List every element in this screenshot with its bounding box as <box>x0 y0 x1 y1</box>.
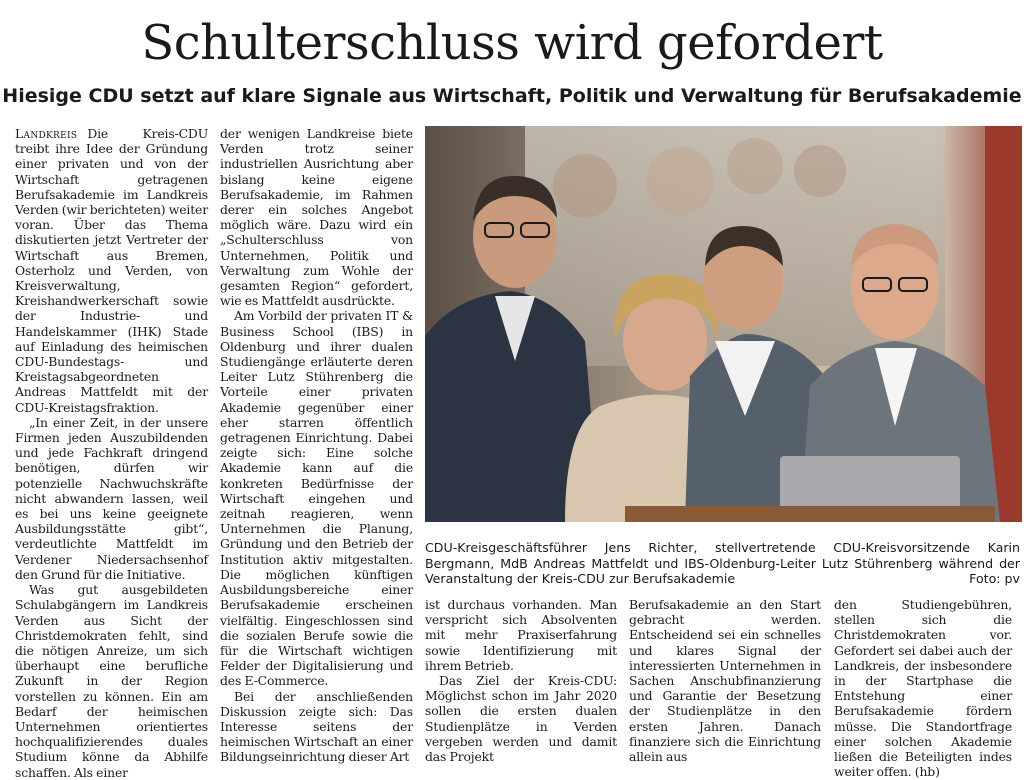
dateline: Landkreis <box>15 126 78 141</box>
headline: Schulterschluss wird gefordert <box>141 15 883 71</box>
article-column-4 <box>629 597 821 764</box>
paragraph: Berufsakademie an den Start gebracht werden. Entscheidend sei ein schnelles und klares Signal der interessierten Unternehmen in Sachen Anschubfinanzierung und Garantie der Besetzung der Studienplätze in den ersten Jahren. Danach finanziere sich die Einrichtung allein aus <box>629 597 821 765</box>
photo-illustration <box>425 126 1022 522</box>
photo-credit: Foto: pv <box>969 571 1020 586</box>
paragraph: Bei der anschließenden Diskussion zeigte sich: Das Interesse seitens der heimischen Wirtschaft an einer Bildungseinrichtung dieser Art <box>220 688 413 765</box>
paragraph: Landkreis Die Kreis-CDU treibt ihre Idee der Gründung einer privaten und von der Wirtschaft getragenen Berufsakademie im Landkreis Verden (wir berichteten) weiter voran. Über das Thema diskutierten jetzt Vertreter der Wirtschaft aus Bremen, Osterholz und Verden, von Kreisverwaltung, Kreishandwerkerschaft sowie der Industrie- und Handelskammer (IHK) Stade auf Einladung des heimischen CDU-Bundestags- und Kreistagsabgeordneten Andreas Mattfeldt mit der CDU-Kreistagsfraktion. <box>15 126 208 415</box>
paragraph: der wenigen Landkreise biete Verden trotz seiner industriellen Ausrichtung aber bislang keine eigene Berufsakademie, im Rahmen derer ein solches Angebot möglich wäre. Dazu wird ein „Schulterschluss von Unternehmen, Politik und Verwaltung zum Wohle der gesamten Region“ gefordert, wie es Mattfeldt ausdrückte. <box>220 126 413 309</box>
article-photo <box>425 126 1022 522</box>
photo-caption <box>425 540 1020 587</box>
article-column-1 <box>15 126 208 780</box>
paragraph: Was gut ausgebildeten Schulabgängern im Landkreis Verden aus Sicht der Christdemokraten fehlt, sind die nötigen Anreize, um sich überhaupt eine berufliche Zukunft in der Region vorstellen zu können. Ein am Bedarf der heimischen Unternehmen orientiertes hochqualifizierendes duales Studium könne da Abhilfe schaffen. Als einer <box>15 582 208 780</box>
paragraph: Am Vorbild der privaten IT & Business School (IBS) in Oldenburg und ihrer dualen Studiengänge erläuterte deren Leiter Lutz Stührenberg die Vorteile einer privaten Akademie gegenüber einer eher starren öffentlich getragenen Einrichtung. Dabei zeigte sich: Eine solche Akademie kann auf die konkreten Bedürfnisse der Wirtschaft eingehen und zeitnah reagieren, wenn Unternehmen die Planung, Gründung und den Betrieb der Institution aktiv mitgestalten. Die möglichen künftigen Ausbildungsbereiche einer Berufsakademie erscheinen vielfältig. Eingeschlossen sind die sozialen Berufe sowie die für die Wirtschaft wichtigen Felder der Digitalisierung und des E-Commerce. <box>220 308 413 689</box>
article-column-5 <box>834 597 1012 779</box>
paragraph: ist durchaus vorhanden. Man verspricht sich Absolventen mit mehr Praxiserfahrung sowie Identifizierung mit ihrem Betrieb. <box>425 597 617 673</box>
caption-text: CDU-Kreisgeschäftsführer Jens Richter, stellvertretende CDU-Kreisvorsitzende Karin Bergmann, MdB Andreas Mattfeldt und IBS-Oldenburg-Leiter Lutz Stührenberg während der Veranstaltung der Kreis-CDU zur Berufsakademie <box>425 540 1020 586</box>
paragraph: den Studiengebühren, stellen sich die Christdemokraten vor. Gefordert sei dabei auch der Landkreis, der insbesondere in der Startphase die Entstehung einer Berufsakademie fördern müsse. Die Standortfrage einer solchen Akademie ließen die Beteiligten indes weiter offen. (hb) <box>834 597 1012 780</box>
article-column-2 <box>220 126 413 765</box>
paragraph: Das Ziel der Kreis-CDU: Möglichst schon im Jahr 2020 sollen die ersten dualen Studienplätze in Verden vergeben werden und damit das Projekt <box>425 673 617 765</box>
subheadline: Hiesige CDU setzt auf klare Signale aus Wirtschaft, Politik und Verwaltung für Berufsakademie <box>2 85 1022 107</box>
paragraph: „In einer Zeit, in der unsere Firmen jeden Auszubildenden und jede Fachkraft dringend benötigen, dürfen wir potenzielle Nachwuchskräfte nicht abwandern lassen, weil es bei uns keine geeignete Ausbildungsstätte gibt“, verdeutlichte Mattfeldt im Verdener Niedersachsenhof den Grund für die Initiative. <box>15 414 208 582</box>
article-column-3 <box>425 597 617 764</box>
